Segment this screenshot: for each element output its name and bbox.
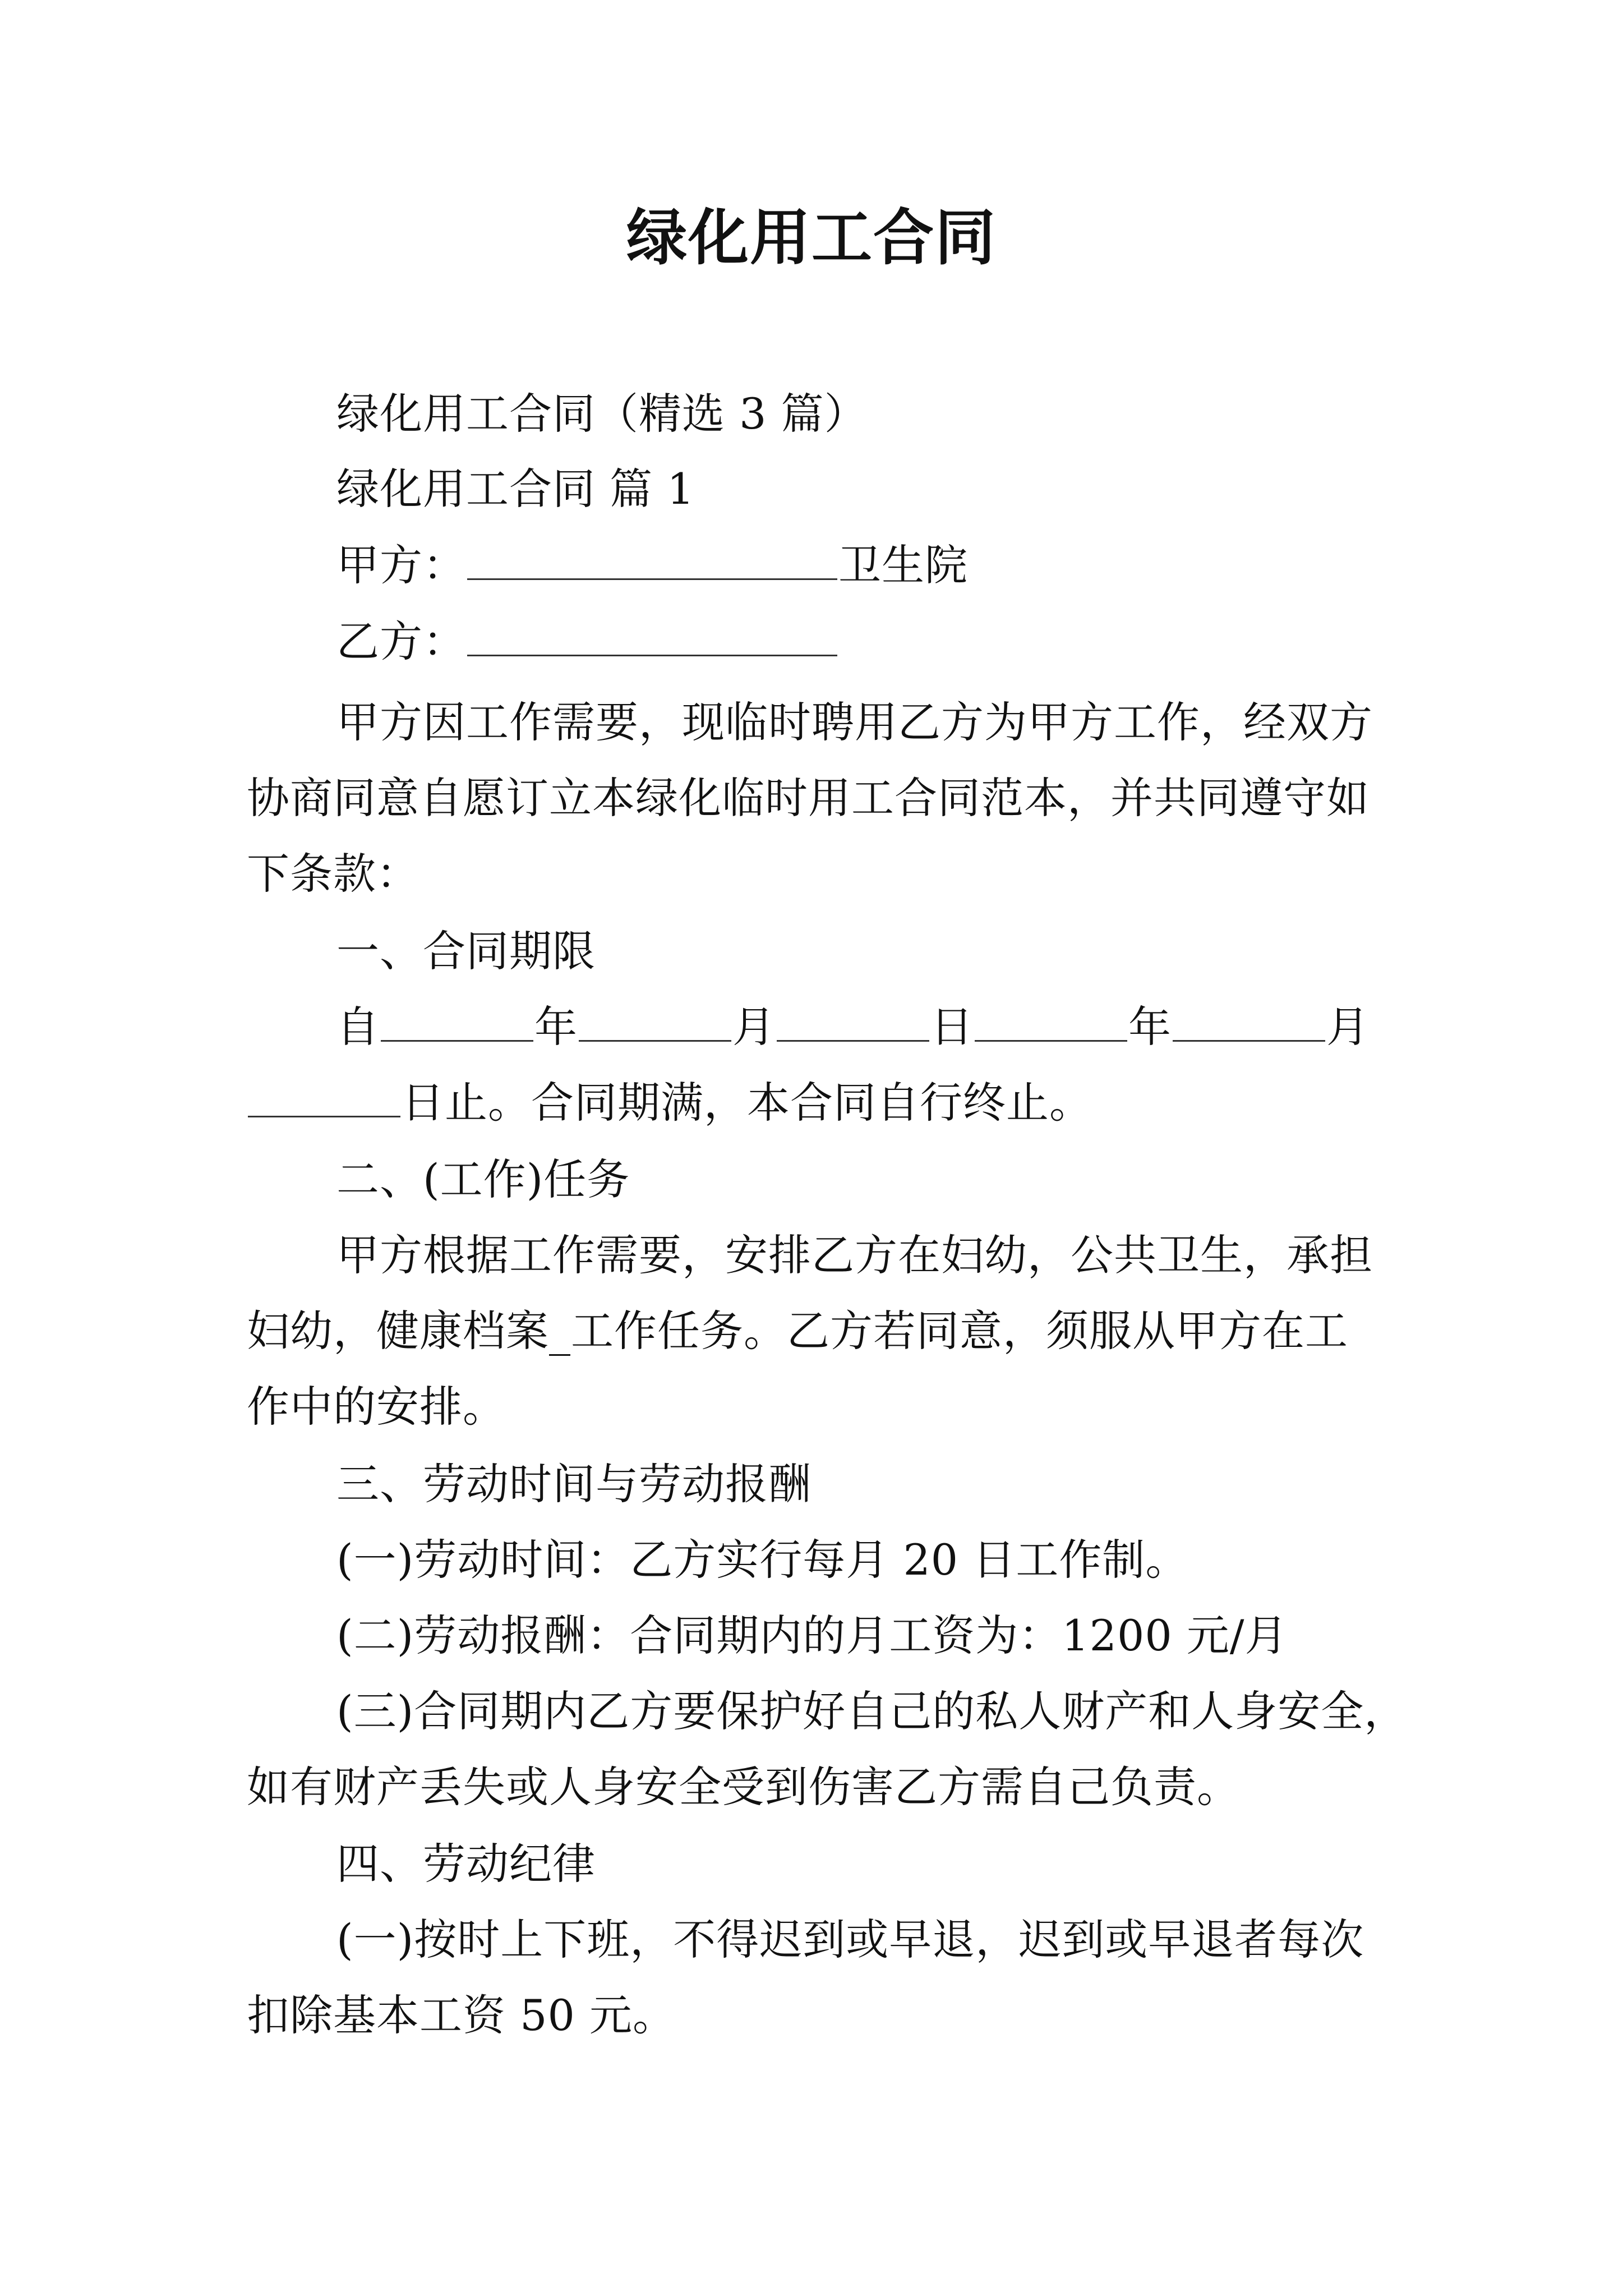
term-from: 自 [336,1002,380,1052]
blank-start-year [381,1006,533,1042]
blank-start-day [777,1006,929,1042]
term-line-2 [247,1076,1092,1130]
blank-end-month [1173,1006,1325,1042]
party-a-blank [467,545,837,580]
section-2-line-2: 妇幼，健康档案_工作任务。乙方若同意，须服从甲方在工 [247,1306,1348,1356]
blank-end-year [975,1006,1127,1042]
section-4-item-1: (一)按时上下班，不得迟到或早退，迟到或早退者每次 [336,1915,1364,1964]
party-b-blank [467,621,837,656]
blank-end-day [248,1082,400,1117]
section-4-heading: 四、劳动纪律 [336,1839,596,1889]
section-2-line-1: 甲方根据工作需要，安排乙方在妇幼，公共卫生，承担 [336,1230,1373,1280]
intro-line-1: 甲方因工作需要，现临时聘用乙方为甲方工作，经双方 [336,697,1373,747]
document-title: 绿化用工合同 [626,203,997,273]
section-3-item-1: (一)劳动时间：乙方实行每月 20 日工作制。 [336,1535,1189,1585]
term-year-2: 年 [1128,1002,1172,1052]
blank-start-month [579,1006,731,1042]
term-month-2: 月 [1326,1002,1370,1052]
section-3-heading: 三、劳动时间与劳动报酬 [336,1459,811,1509]
term-day: 日 [930,1002,974,1052]
section-1-heading: 一、合同期限 [336,926,596,976]
party-a-suffix: 卫生院 [838,540,968,590]
document-subtitle: 绿化用工合同（精选 3 篇） [336,389,868,439]
section-2-line-3: 作中的安排。 [247,1382,506,1432]
party-a-label: 甲方： [336,540,466,590]
intro-line-3: 下条款： [247,849,419,899]
section-3-item-2: (二)劳动报酬：合同期内的月工资为：1200 元/月 [336,1611,1288,1660]
part-heading: 绿化用工合同 篇 1 [336,464,695,514]
term-line-1 [336,1000,1370,1054]
section-4-item-1-tail: 扣除基本工资 50 元。 [247,1990,676,2040]
section-2-heading: 二、(工作)任务 [336,1154,630,1204]
party-a-line [336,539,968,592]
party-b-line [336,615,838,669]
section-3-item-3: (三)合同期内乙方要保护好自己的私人财产和人身安全， [336,1686,1408,1736]
intro-line-2: 协商同意自愿订立本绿化临时用工合同范本，并共同遵守如 [247,773,1370,823]
term-end-text: 日止。合同期满，本合同自行终止。 [402,1078,1092,1128]
party-b-label: 乙方： [336,616,466,666]
term-year: 年 [534,1002,578,1052]
section-3-item-3-tail: 如有财产丢失或人身安全受到伤害乙方需自己负责。 [247,1762,1240,1812]
term-month: 月 [732,1002,776,1052]
